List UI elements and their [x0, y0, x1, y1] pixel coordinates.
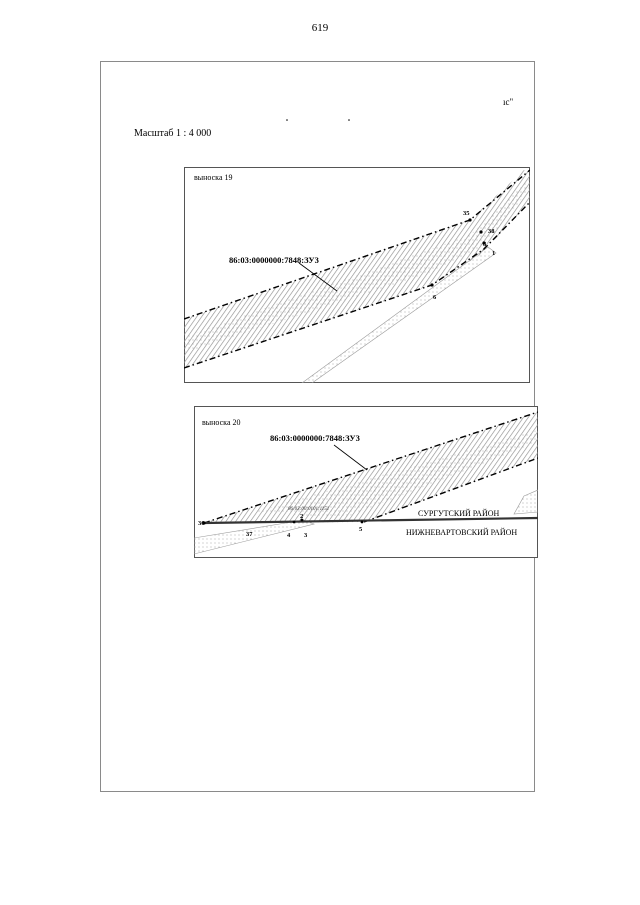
point-5: 5	[359, 526, 363, 533]
point-2: 2	[300, 513, 304, 520]
point-4: 4	[287, 532, 291, 539]
district-lower-label: НИЖНЕВАРТОВСКИЙ РАЙОН	[406, 528, 518, 537]
point-8: 8	[483, 241, 487, 248]
inset-19-map	[184, 167, 530, 383]
point-3: 3	[304, 532, 308, 539]
district-upper-label: СУРГУТСКИЙ РАЙОН	[418, 509, 500, 518]
point-37: 37	[246, 531, 253, 538]
inset-19-title: выноска 19	[194, 173, 233, 182]
scale-label: Масштаб 1 : 4 000	[134, 128, 212, 139]
inset-20-title: выноска 20	[202, 418, 241, 427]
inset-19-parcel-label: 86:03:0000000:7848:ЗУ3	[229, 255, 319, 265]
header-fragment: ıc"	[503, 97, 514, 107]
existing-parcel-label: 86:03:00:0101:1151	[288, 507, 330, 512]
point-36: 36	[198, 520, 205, 527]
point-38: 38	[488, 228, 495, 235]
inset-20-parcel-label: 86:03:0000000:7848:ЗУ3	[270, 433, 360, 443]
inset-20-map	[194, 406, 538, 558]
page-number: 619	[311, 22, 329, 34]
point-1: 1	[492, 250, 496, 257]
point-6: 6	[433, 294, 437, 301]
cropped-header-marks	[200, 112, 380, 124]
point-35: 35	[463, 210, 470, 217]
